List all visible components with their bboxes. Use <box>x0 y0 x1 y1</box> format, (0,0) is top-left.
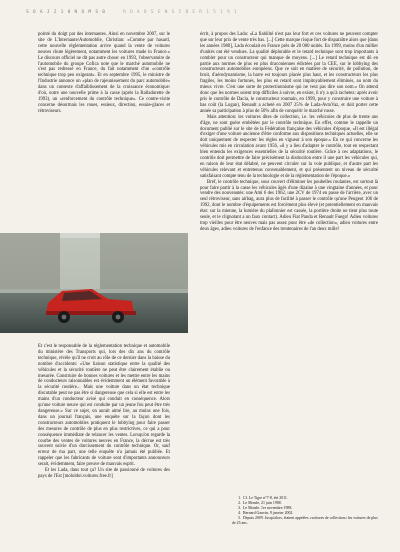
paragraph: écrit, à propos des Lada: «La fiabilité n'est pas leur fort et ces voitures ne peuvent compter que sur leur prix de vente très bas. [...] Cette marque risque fort de disparaître alors que [dans les années 1980], Lada écoulait en France près de 20 000 unités. En 1999, moins d'un millier d'unités ont été vendues. La qualité déplorable et le retard technique sont trop importants à combler pour un constructeur qui manque de moyens. [...] Le retard technique est dû en partie aux normes de plus en plus draconiennes édictées par la CEE, sur le lobbying des constructeurs automobiles européens. Que ce soit en matière de sécurité, de pollution, de bruit, d'aérodynamisme, la barre est toujours placée plus haut, et les constructeurs les plus fragiles, les moins fortunés, les plus en retard sont impitoyablement éliminés, au nom du mieux vivre. C'est une sorte de protectionnisme qui ne veut pas dire son nom.» On attend donc que les normes soient trop difficiles à suivre, en existe, il n'y a qu'à rachetez: après avoir pris le contrôle de Dacia, le constructeur roumain, en 1999, pour y construire une voiture à bas coût (la Logan), Renault a acheté en 2007 25% de Lada-AvtoVaz, et doit porter cette année sa participation à plus de 50% afin de conquérir le marché russe. <box>200 32 378 114</box>
footnote: 1. Cf. Le Tigre n°7-8, été 2011. <box>238 496 288 500</box>
header-left: S O A J 2 1 0 N O M S 0 <box>26 10 106 15</box>
paragraph: Et c'est le responsable de la réglementation technique et automobile du ministère des Transports qui, lors des dix ans du contrôle technique, révèle qu'il ne croit au rôle de ce dernier dans la baisse du nombre d'accidents: «Une liaison statistique entre la qualité des véhicules et la sécurité routière ne peut être clairement établie ou mesurée. Construire de bonnes voitures et les mettre entre les mains de conducteurs raisonnables est évidemment un élément favorable à la sécurité routière... Mais une voiture dans un état technique discutable peut ne pas être si dangereuse que cela si elle est entre les mains d'un conducteur avisé qui conduit en conséquence. Alors qu'une voiture neuve qui est conduite par un jeune fou peut être très dangereuse.» Sur ce sujet, on aurait aimé lire, au moins une fois, dans un journal français, une enquête sur la façon dont les constructeurs automobiles pratiquent le lobbying pour faire passer des mesures de contrôle de plus en plus restrictives, ce qui a pour conséquence immédiate de relancer les ventes. Lorsqu'on regarde la courbe des ventes de voitures neuves en France, la décrue est très souvent suivie d'un durcissement du contrôle technique. Or, sauf erreur de ma part, une telle enquête n'a jamais été publiée. Et rappeler que les fabricants de voiture sont d'importants annonceurs serait, évidemment, faire preuve de mauvais esprit. <box>38 344 170 468</box>
paragraph: pointé du doigt par des internautes. Ainsi en novembre 2007, sur le site de L'Internaute/Automobile, Christian: «Comme par hasard, cette nouvelle réglementation arrive quand la vente de voitures neuves chute légèrement, notamment les voitures made in France.» Le discours officiel ne dit pas autre chose: en 1993, l'observatoire de l'automobile du groupe Cofica note que le marché automobile ne s'est pas redressé en France, du fait notamment d'un «contrôle technique trop peu exigeant». Et en septembre 1995, le ministre de l'Industrie annonce un «plan de rajeunissement du parc automobile» dans un contexte d'affaiblissement de la croissance économique: d'où, outre une nouvelle prime à la casse (après la Balladurette de 1993), un «renforcement du contrôle technique». Ce contre-visite concerne désormais les roues, essieux, direction, essuie-glaces et rétroviseurs. <box>38 32 170 114</box>
footnote: 3. Le Monde, 1er novembre 1988. <box>238 505 293 510</box>
footnote: 4. Bernard Gauvin, 9 janvier 2002. <box>238 510 294 515</box>
column-left-top <box>38 32 170 115</box>
paragraph: Bref, le contrôle technique, sous couvert d'éliminer les poubelles roulantes, est surtout là pour faire partir à la casse les véhicules âgés d'une dizaine à une vingtaine d'années, et pour vendre des nouveautés: une Ami 6 des 1962, une 2CV de 1974 en passe de l'arrière, avec un seul rétroviseur, sans airbag, aura plus de facilité à passer le contrôle qu'une Peugeot 106 de 1992, dont le nombre d'équipements est forcément plus élevé (et potentiellement en mauvais état: sur la mienne, la lumière du plafonnier est cassée, la portière droite ne tient plus toute seule, et le clignotant a un faux contact). Adieu Fiat Panda et Renault Fuego! Adieu voitures trop vieilles pour être neuves mais pas assez pour être «de collection», adieu voitures entre deux âges, adieu voitures de l'enfance des trentenaires de l'an deux mille! <box>200 179 378 232</box>
paragraph: Et les Lada, dans tout ça? Un site de passionné de voitures des pays de l'Est [mololdoi.voitures.free.fr] <box>38 468 170 479</box>
header-right: R O A D S E N S I B E R 1 5 1 9 1 <box>123 10 238 15</box>
column-left-bottom <box>38 344 170 480</box>
footnote: 5. Depuis 2009. Jusqu'alors, étaient appelées «voitures de collection» les voitures de plus de 25 ans. <box>232 515 378 525</box>
paragraph: Mais attention: les voitures dites de collection, i.e. les véhicules de plus de trente ans d'âge, ne sont guère embêtées par le contrôle technique. En effet, comme le rappelle un document publié sur le site de la Fédération française des véhicules d'époque, «Il est illégal d'exiger d'une voiture ancienne d'être conforme aux dispositions techniques actuelles, elle se doit uniquement de respecter les règles en vigueur à son époque.» En ce qui concerne les véhicules mis en circulation avant 1956, «il y a lieu d'adapter le contrôle, tout en respectant bien entendu les exigences essentielles de la sécurité routière. Grâce à ces adaptations, le contrôle doit permettre de faire précisément la distinction entre il une part les véhicules qui, en raison de leur état délabré, ne peuvent circuler sur la voie publique, et d'autre part les véhicules relevant et entretenus convenablement, et qui présentent un niveau de sécurité satisfaisant compte tenu de la technologie et de la réglementation de l'époque.» <box>200 114 378 179</box>
footnotes <box>232 496 382 525</box>
footnote: 2. Le Monde, 21 juin 1988. <box>238 500 282 505</box>
car-photo <box>0 233 188 333</box>
running-header <box>26 10 376 15</box>
column-right <box>200 32 378 233</box>
photo-illustration <box>0 233 188 333</box>
